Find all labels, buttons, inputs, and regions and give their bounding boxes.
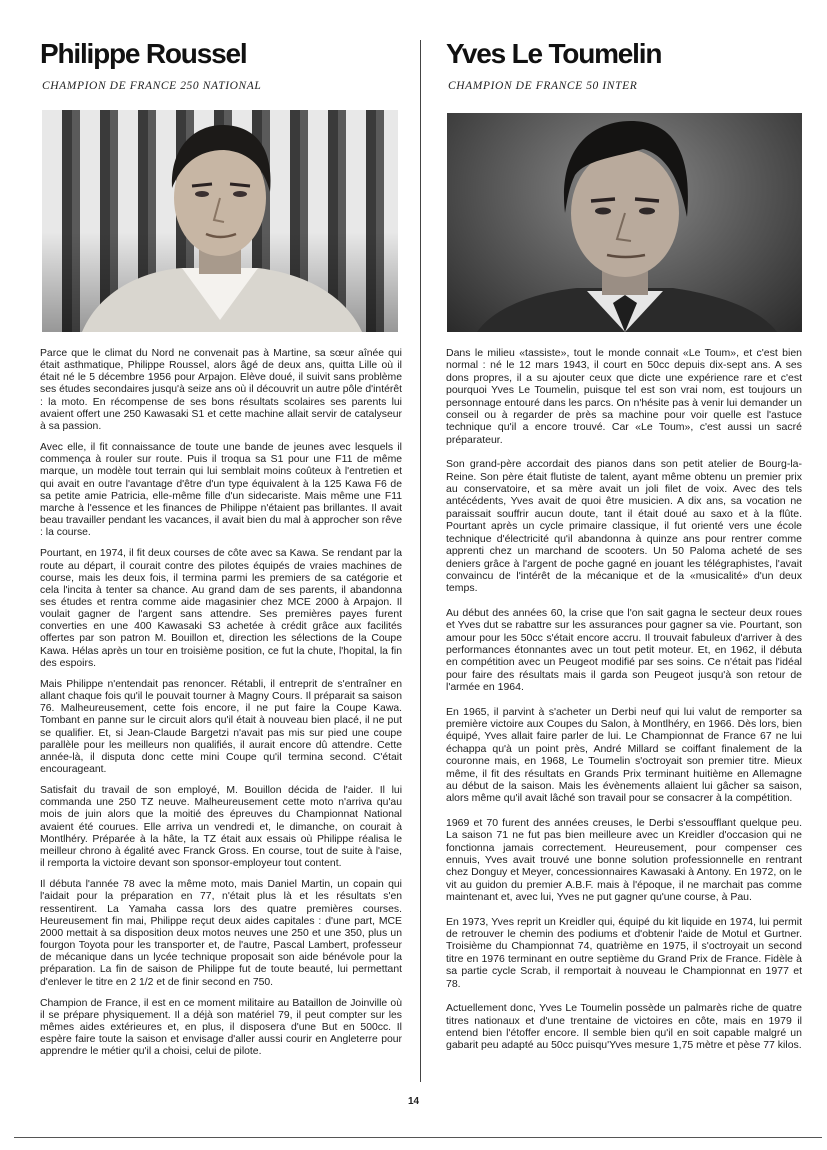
article-title: Yves Le Toumelin: [446, 38, 662, 69]
article-paragraph: Champion de France, il est en ce moment militaire au Bataillon de Joinville où il se prépare physiquement. Il a déjà son matériel 79, il peut compter sur les mêmes aides extérieures et, en plus, il disposera d'une But en 500cc. Il espère faire toute la saison et envisage d'aller aussi courir en Angleterre pour apprendre le métier qu'il a choisi, celui de pilote.: [40, 997, 402, 1058]
article-paragraph: Parce que le climat du Nord ne convenait pas à Martine, sa sœur aînée qui était asthmatique, Philippe Roussel, alors âgé de deux ans, quitta Lille où il était né le 5 décembre 1956 pour Arpajon. Elève doué, il suivit sans problème ses études secondaires jusqu'à seize ans où il découvrit un autre pôle d'intérêt : la moto. En récompense de ses bons résultats scolaires ses parents lui avaient offert une 250 Kawasaki S1 et cette machine allait servir de catalyseur à sa passion.: [40, 348, 402, 432]
article-body: [40, 348, 402, 1067]
article-body: [446, 347, 802, 1064]
article-paragraph: 1969 et 70 furent des années creuses, le Derbi s'essoufflant quelque peu. La saison 71 ne fut pas bien meilleure avec un Kreidler d'occasion qui ne fonctionna jamais correctement. Heureusement, pour compenser ces ennuis, Yves avait trouvé une bonne solution professionnelle en rentrant chez Donguy et Meyer, concessionnaires Kawasaki à Antony. En 1972, on le vit au guidon du premier A.B.F. mais à l'époque, il ne marchait pas comme maintenant et, avec lui, Yves ne put gagner qu'une course, à Pau.: [446, 816, 802, 904]
column-divider: [420, 40, 421, 1082]
article-subtitle: CHAMPION DE FRANCE 50 INTER: [448, 80, 638, 92]
portrait-photo: [42, 110, 398, 332]
article-paragraph: Au début des années 60, la crise que l'on sait gagna le secteur deux roues et Yves dut se rabattre sur les assurances pour gagner sa vie. Pourtant, son amour pour les 50cc s'était encore accru. Il trouvait fabuleux d'arriver à des performances étonnantes avec un tout petit moteur. Et, en 1962, il débuta en compétition avec un Peugeot modifié par ses soins. Ce n'était pas l'idéal pour faire des résultats mais il garda son Peugeot jusqu'à son retour de l'armée en 1964.: [446, 606, 802, 694]
article-paragraph: En 1965, il parvint à s'acheter un Derbi neuf qui lui valut de remporter sa première victoire aux Coupes du Salon, à Montlhéry, en 1966. Dès lors, bien équipé, Yves allait faire parler de lui. Le Championnat de France 67 ne lui échappa qu'à un point près, André Millard se coiffant finalement de la couronne mais, en 1968, Le Toumelin s'octroyait son premier titre. Mieux même, il fit des résultats en Grands Prix terminant huitième en Allemagne au début de la saison. Mais les évènements allaient lui gâcher sa saison, alors même qu'il avait lâché son travail pour se consacrer à la compétition.: [446, 705, 802, 805]
article-paragraph: Avec elle, il fit connaissance de toute une bande de jeunes avec lesquels il commença à rouler sur route. Puis il troqua sa S1 pour une F11 de même marque, un modèle tout terrain qui lui semblait moins coûteux à l'entretien et qui avait en outre l'avantage d'être d'un type équivalent à la 125 Kawa F6 de sa petite amie Patricia, elle-même fille d'un sidecariste. Mais même une F11 marche à l'essence et les finances de Philippe n'étaient pas brillantes. Il avait beau travailler pendant les vacances, il avait bien du mal à approcher son rêve : la course.: [40, 442, 402, 539]
article-paragraph: Dans le milieu «tassiste», tout le monde connait «Le Toum», et c'est bien normal : né le 12 mars 1943, il court en 50cc depuis dix-sept ans. A ses dons propres, il a su ajouter ceux que dicte une expérience rare et c'est pourquoi Yves Le Toumelin, puisque tel est son vrai nom, est toujours un personnage entouré dans les parcs. On n'hésite pas à venir lui demander un conseil ou à regarder de près sa machine pour voir quelle est l'astuce technique qu'il a encore trouvé. Car «Le Toum», c'est aussi un sacré préparateur.: [446, 347, 802, 446]
footer-rule: [14, 1137, 822, 1138]
article-subtitle: CHAMPION DE FRANCE 250 NATIONAL: [42, 80, 262, 92]
portrait-photo: [447, 113, 802, 332]
page-number: 14: [407, 1096, 420, 1107]
article-paragraph: Il débuta l'année 78 avec la même moto, mais Daniel Martin, un copain qui l'aidait pour la préparation en 77, n'était plus là et les résultats s'en ressentirent. La Yamaha cassa lors des quatre premières courses. Heureusement fin mai, Philippe reçut deux aides capitales : d'une part, MCE 2000 mettait à sa disposition deux motos neuves une 250 et une 350, plus un fourgon Toyota pour les transporter et, de l'autre, Pascal Lambert, professeur de mécanique dans un lycée technique proposait son aide bénévole pour la préparation. La fin de saison de Philippe fut de toute beauté, lui permettant d'enlever le titre en 2 1/2 et de finir second en 750.: [40, 879, 402, 988]
article-paragraph: En 1973, Yves reprit un Kreidler qui, équipé du kit liquide en 1974, lui permit de retrouver le chemin des podiums et d'obtenir l'aide de Motul et Gurtner. Troisième du Championnat 74, quatrième en 1975, il s'octroyait un second titre en 1976 terminant en outre septième du Grand Prix de France. Fidèle à sa partie cycle Scrab, il remportait à nouveau le Championnat en 1977 et 78.: [446, 915, 802, 990]
article-title: Philippe Roussel: [40, 38, 247, 69]
article-paragraph: Pourtant, en 1974, il fit deux courses de côte avec sa Kawa. Se rendant par la route au départ, il courait contre des pilotes équipés de vraies machines de course, mais les deux fois, il termina parmi les premiers de sa catégorie et cela l'incita à tenter sa chance. Au grand dam de ses parents, il abandonna ses études et rentra comme aide magasinier chez MCE 2000 à Arpajon. Il voulait gagner de l'argent sans attendre. Ses premières payes furent converties en une 400 Kawasaki S3 achetée à crédit grâce aux facilités offertes par son patron M. Bouillon et, direction les sélections de la Coupe Kawa. Hélas après un tour en troisième position, ce fut la chute, l'hopital, la fin des espoirs.: [40, 548, 402, 669]
article-paragraph: Mais Philippe n'entendait pas renoncer. Rétabli, il entreprit de s'entraîner en allant chaque fois qu'il le pouvait tourner à Magny Cours. Il préparait sa saison 76. Malheureusement, cette fois encore, il ne put faire la Coupe Kawa. Tombant en panne sur le circuit alors qu'il était à nouveau bien placé, il ne put se qualifier. Et, si Jean-Claude Bargetzi n'avait pas mis sur pied une coupe parallèle pour les meilleurs non qualifiés, il aurait encore dû attendre. Cette année-là, il disputa donc cette mini Coupe qu'il termina second. C'était encourageant.: [40, 678, 402, 775]
article-paragraph: Son grand-père accordait des pianos dans son petit atelier de Bourg-la-Reine. Son père était flutiste de talent, ayant même obtenu un premier prix au conservatoire, et sa mère avait un joli filet de voix. Avec des tels antécédents, Yves avait de quoi être musicien. A dix ans, sa vocation ne paraissait souffrir aucun doute, tant il était doué au saxo et à la flûte. Pourtant après un cycle primaire classique, il fut orienté vers une école technique d'électricité qu'il abandonna à quinze ans pour rentrer comme apprenti chez un marchand de scooters. Un 50 Paloma acheté de ses deniers grâce à l'argent de poche gagné en jouant les télégraphistes, l'avait convaincu de l'intérêt de la mécanique et de la «musicalité» d'un deux temps.: [446, 458, 802, 595]
article-paragraph: Actuellement donc, Yves Le Toumelin possède un palmarès riche de quatre titres nationaux et d'une trentaine de victoires en côte, mais en 1979 il entend bien l'étoffer encore. Il semble bien qu'il en soit capable malgré un gabarit peu adapté au 50cc puisqu'Yves mesure 1,75 mètre et pèse 77 kilos.: [446, 1002, 802, 1052]
article-paragraph: Satisfait du travail de son employé, M. Bouillon décida de l'aider. Il lui commanda une 250 TZ neuve. Malheureusement cette moto n'arriva qu'au mois de juin alors que la moitié des épreuves du Championnat National avaient été courues. Elle arriva un vendredi et, le dimanche, on courait à Montlhéry. Préparée à la hâte, la TZ était aux essais où Philippe réalisa le meilleur chrono à égalité avec Franck Gross. En course, tout de suite à l'aise, il remporta la victoire devant son sponsor-employeur tout content.: [40, 785, 402, 870]
